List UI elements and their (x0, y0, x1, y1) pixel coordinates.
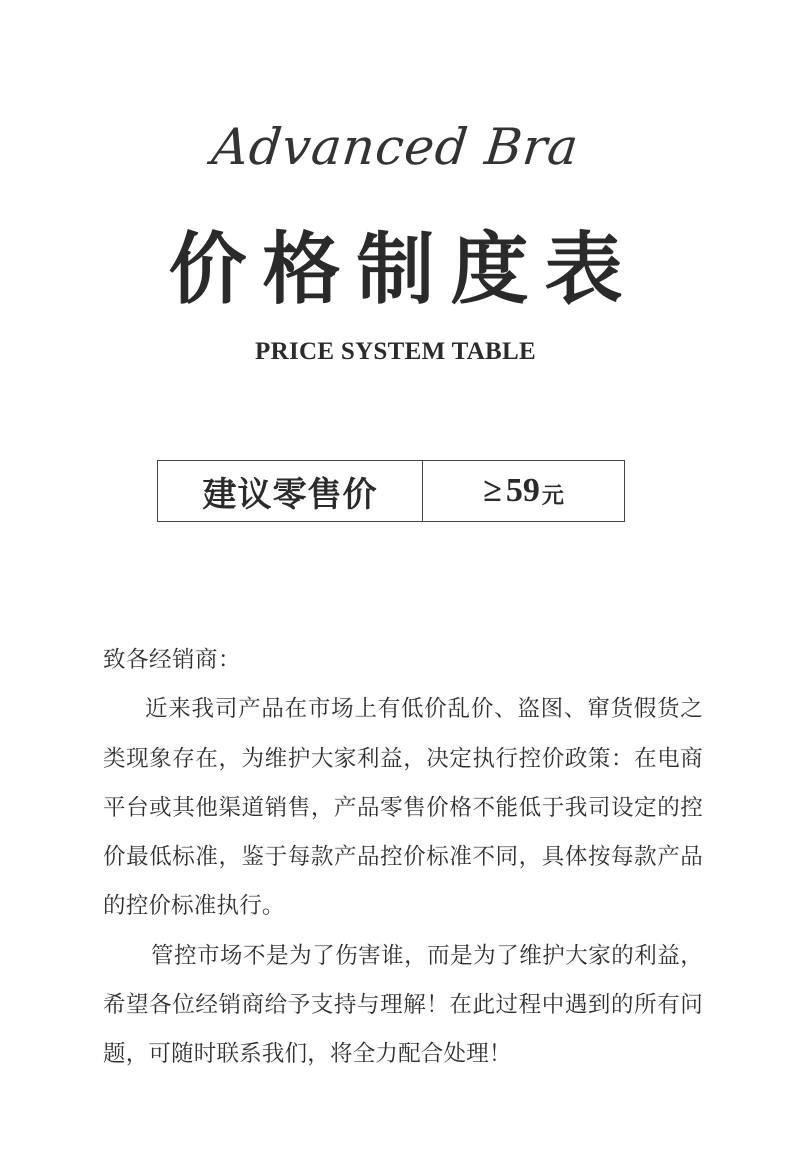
dealer-letter (103, 636, 703, 1080)
price-unit: 元 (541, 482, 564, 508)
brand-script-title: Advanced Bra (209, 118, 582, 176)
price-symbol: ≥ (483, 472, 502, 509)
price-table (157, 460, 625, 522)
page-title: 价格制度表 (168, 225, 639, 315)
price-number: 59 (505, 472, 540, 509)
letter-paragraph: 管控市场不是为了伤害谁，而是为了维护大家的利益，希望各位经销商给予支持与理解！在此过程中遇到的所有问题，可随时联系我们，将全力配合处理！ (103, 942, 703, 1068)
price-label: 建议零售价 (158, 461, 423, 521)
page-subtitle: PRICE SYSTEM TABLE (255, 338, 536, 365)
letter-greeting: 致各经销商： (103, 647, 242, 673)
price-value-cell (423, 461, 624, 521)
letter-paragraph: 近来我司产品在市场上有低价乱价、盗图、窜货假货之类现象存在，为维护大家利益，决定执行控价政策：在电商平台或其他渠道销售，产品零售价格不能低于我司设定的控价最低标准，鉴于每款产品控价标准不同，具体按每款产品的控价标准执行。 (103, 696, 703, 920)
